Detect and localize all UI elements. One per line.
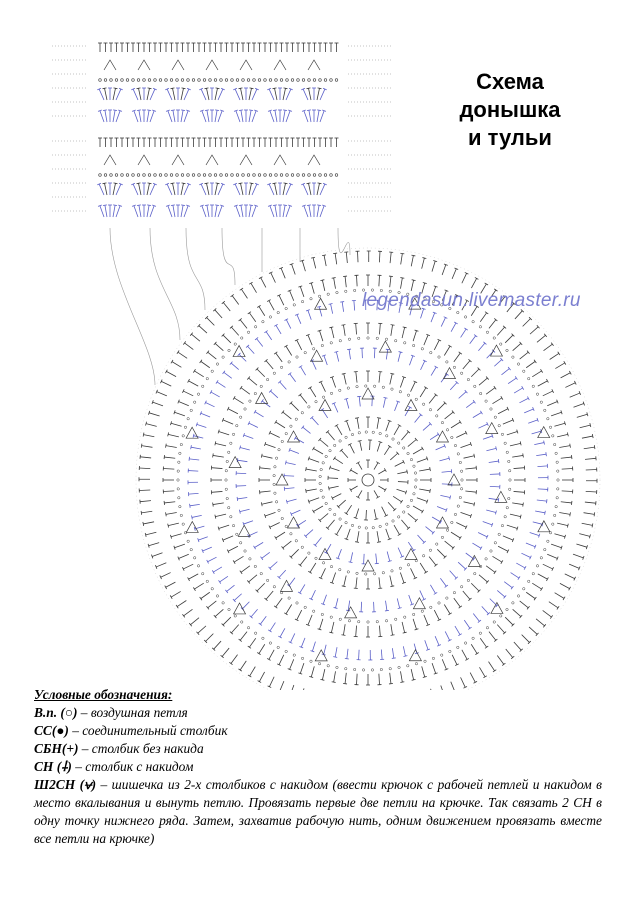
- side-panel-schemes: [52, 43, 392, 217]
- legend-desc: – столбик с накидом: [71, 759, 194, 774]
- bottom-circle-scheme: [136, 248, 600, 690]
- legend-desc: – шишечка из 2-х столбиков с накидом (ввести крючок с рабочей петлей и накидом в место вкалывания и вынуть петлю. Провязать первые две петли на крючке. Так связать 2 СН в одну точку нижнего ряда. Затем, захватив рабочую нить, одним движением провязать вместе все петли на крючке): [34, 777, 602, 846]
- legend: [34, 686, 602, 848]
- diagram-title: [430, 68, 590, 152]
- legend-desc: – воздушная петля: [77, 705, 188, 720]
- legend-term: СС(●): [34, 723, 69, 738]
- watermark-text: legendasun.livemaster.ru: [362, 290, 581, 311]
- legend-term: Ш2СН (⩝): [34, 777, 97, 792]
- title-line-3: и тульи: [468, 125, 552, 150]
- legend-term: СН (⸸): [34, 759, 72, 774]
- legend-desc: – соединительный столбик: [68, 723, 228, 738]
- legend-item-sn: [34, 758, 602, 776]
- legend-item-sbn: [34, 740, 602, 758]
- legend-heading: Условные обозначения:: [34, 687, 173, 702]
- legend-item-vp: [34, 704, 602, 722]
- title-line-1: Схема: [476, 69, 544, 94]
- title-line-2: донышка: [459, 97, 561, 122]
- legend-term: В.п. (○): [34, 705, 78, 720]
- legend-item-ss: [34, 722, 602, 740]
- legend-item-sh2sn: [34, 776, 602, 848]
- legend-term: СБН(+): [34, 741, 79, 756]
- legend-desc: – столбик без накида: [78, 741, 204, 756]
